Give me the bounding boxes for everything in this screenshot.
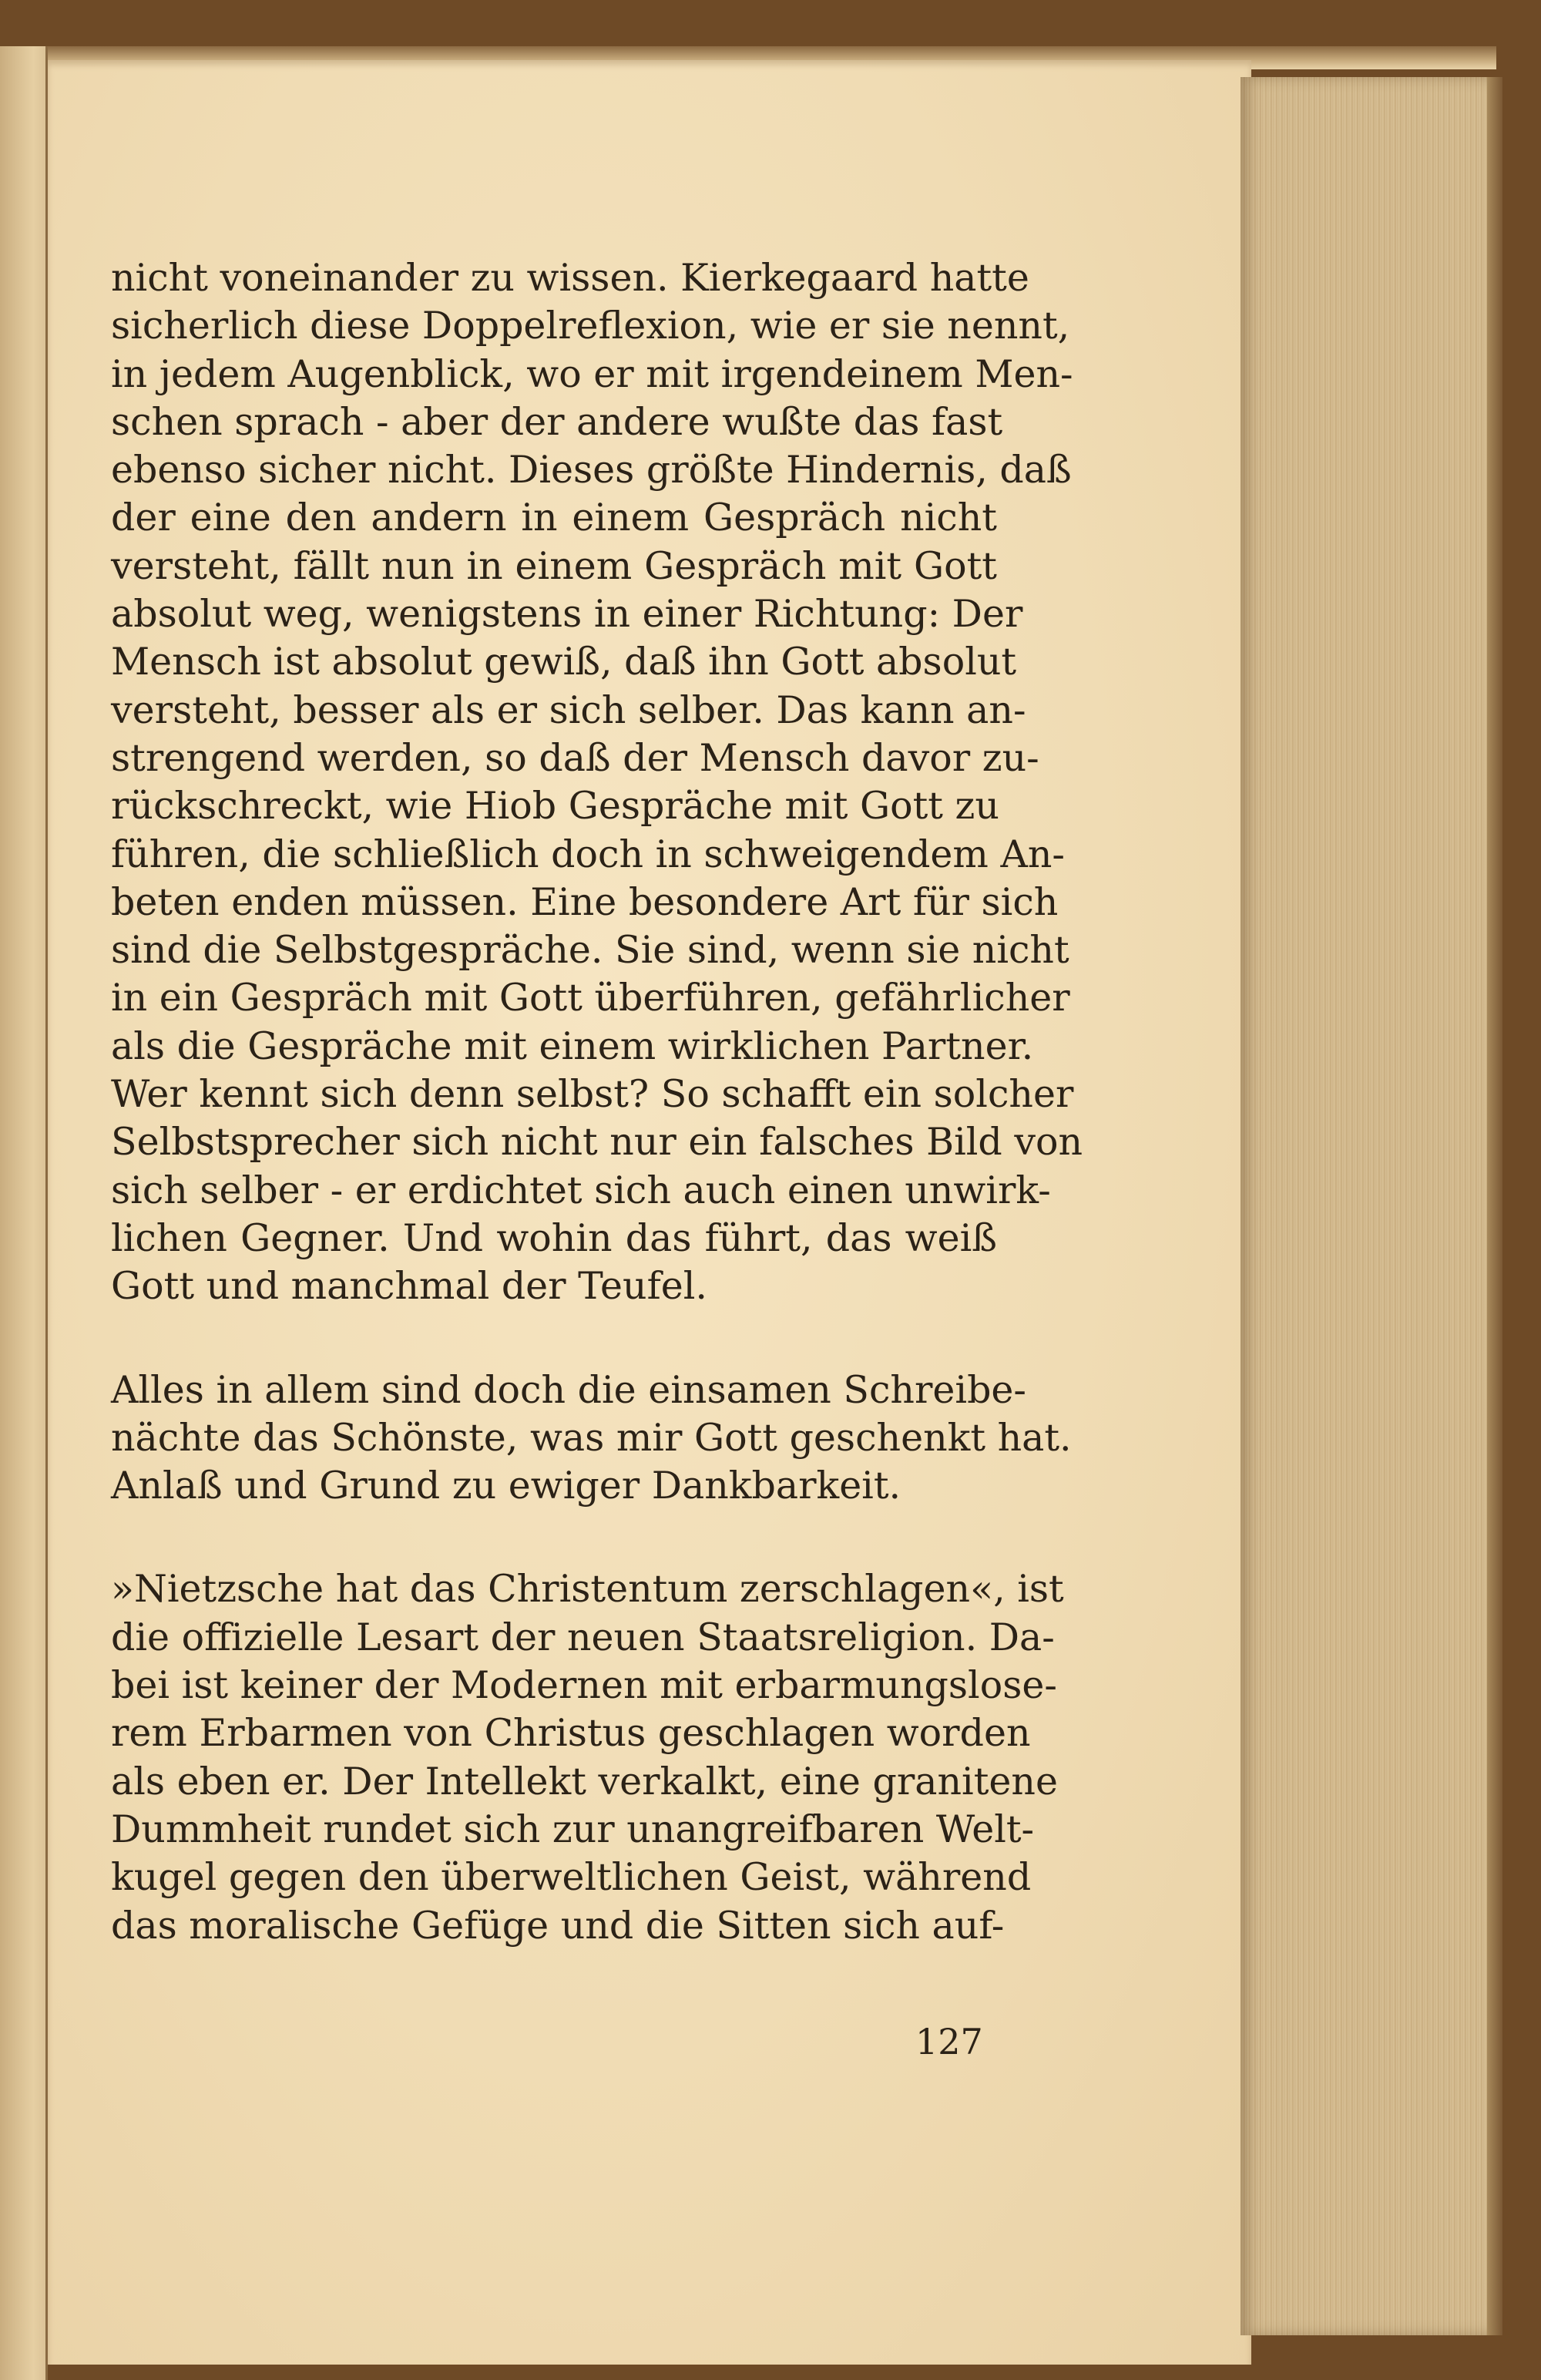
text-line: Gott und manchmal der Teufel. bbox=[111, 1264, 707, 1309]
text-line: in jedem Augenblick, wo er mit irgendeinem Men- bbox=[111, 351, 1073, 396]
text-line: der eine den andern in einem Gespräch nicht bbox=[111, 496, 997, 540]
text-line: absolut weg, wenigstens in einer Richtung: Der bbox=[111, 592, 1023, 637]
text-line: Anlaß und Grund zu ewiger Dankbarkeit. bbox=[111, 1464, 901, 1508]
text-line: sicherlich diese Doppelreflexion, wie er sie nennt, bbox=[111, 304, 1070, 348]
text-line: nächte das Schönste, was mir Gott geschenkt hat. bbox=[111, 1415, 1072, 1460]
text-line: versteht, fällt nun in einem Gespräch mit Gott bbox=[111, 543, 997, 588]
text-line: nicht voneinander zu wissen. Kierkegaard hatte bbox=[111, 256, 1029, 300]
paragraph-gap bbox=[111, 1311, 997, 1366]
text-line: führen, die schließlich doch in schweigendem An- bbox=[111, 832, 1065, 876]
paragraph-gap bbox=[111, 1510, 997, 1565]
text-line: Selbstsprecher sich nicht nur ein falsches Bild von bbox=[111, 1120, 1083, 1165]
text-line: strengend werden, so daß der Mensch davor zu- bbox=[111, 735, 1039, 780]
fore-edge-shadow bbox=[1487, 77, 1502, 2335]
facing-page-edge bbox=[0, 46, 48, 2380]
paragraph-3 bbox=[111, 1565, 1064, 1949]
text-line: beten enden müssen. Eine besondere Art für sich bbox=[111, 879, 1059, 924]
text-line: als eben er. Der Intellekt verkalkt, eine granitene bbox=[111, 1759, 1058, 1803]
text-line: »Nietzsche hat das Christentum zerschlagen«, ist bbox=[111, 1567, 1064, 1612]
text-line: Alles in allem sind doch die einsamen Schreibe- bbox=[111, 1367, 1026, 1412]
paragraph-1 bbox=[111, 254, 1083, 1311]
text-line: Wer kennt sich denn selbst? So schafft ein solcher bbox=[111, 1072, 1074, 1117]
page-number: 127 bbox=[915, 2021, 983, 2062]
text-line: kugel gegen den überweltlichen Geist, während bbox=[111, 1855, 1032, 1900]
text-line: als die Gespräche mit einem wirklichen Partner. bbox=[111, 1024, 1034, 1068]
paragraph-2 bbox=[111, 1366, 1072, 1511]
text-line: versteht, besser als er sich selber. Das kann an- bbox=[111, 687, 1026, 732]
text-line: bei ist keiner der Modernen mit erbarmungslose- bbox=[111, 1663, 1057, 1708]
text-line: lichen Gegner. Und wohin das führt, das weiß bbox=[111, 1215, 997, 1260]
text-line: in ein Gespräch mit Gott überführen, gefährlicher bbox=[111, 976, 1070, 1020]
text-line: die offizielle Lesart der neuen Staatsreligion. Da- bbox=[111, 1615, 1055, 1659]
text-line: rückschreckt, wie Hiob Gespräche mit Gott zu bbox=[111, 784, 999, 829]
text-line: Mensch ist absolut gewiß, daß ihn Gott absolut bbox=[111, 640, 1017, 684]
text-line: schen sprach - aber der andere wußte das fast bbox=[111, 399, 1003, 444]
text-line: sich selber - er erdichtet sich auch einen unwirk- bbox=[111, 1168, 1051, 1212]
text-line: ebenso sicher nicht. Dieses größte Hindernis, daß bbox=[111, 448, 1072, 492]
text-line: Dummheit rundet sich zur unangreifbaren Welt- bbox=[111, 1807, 1035, 1851]
text-line: sind die Selbstgespräche. Sie sind, wenn sie nicht bbox=[111, 928, 1069, 973]
page-stack-fore-edge bbox=[1241, 77, 1495, 2335]
page-text bbox=[111, 254, 1083, 1950]
text-line: das moralische Gefüge und die Sitten sich auf- bbox=[111, 1903, 1005, 1948]
text-line: rem Erbarmen von Christus geschlagen worden bbox=[111, 1711, 1031, 1756]
